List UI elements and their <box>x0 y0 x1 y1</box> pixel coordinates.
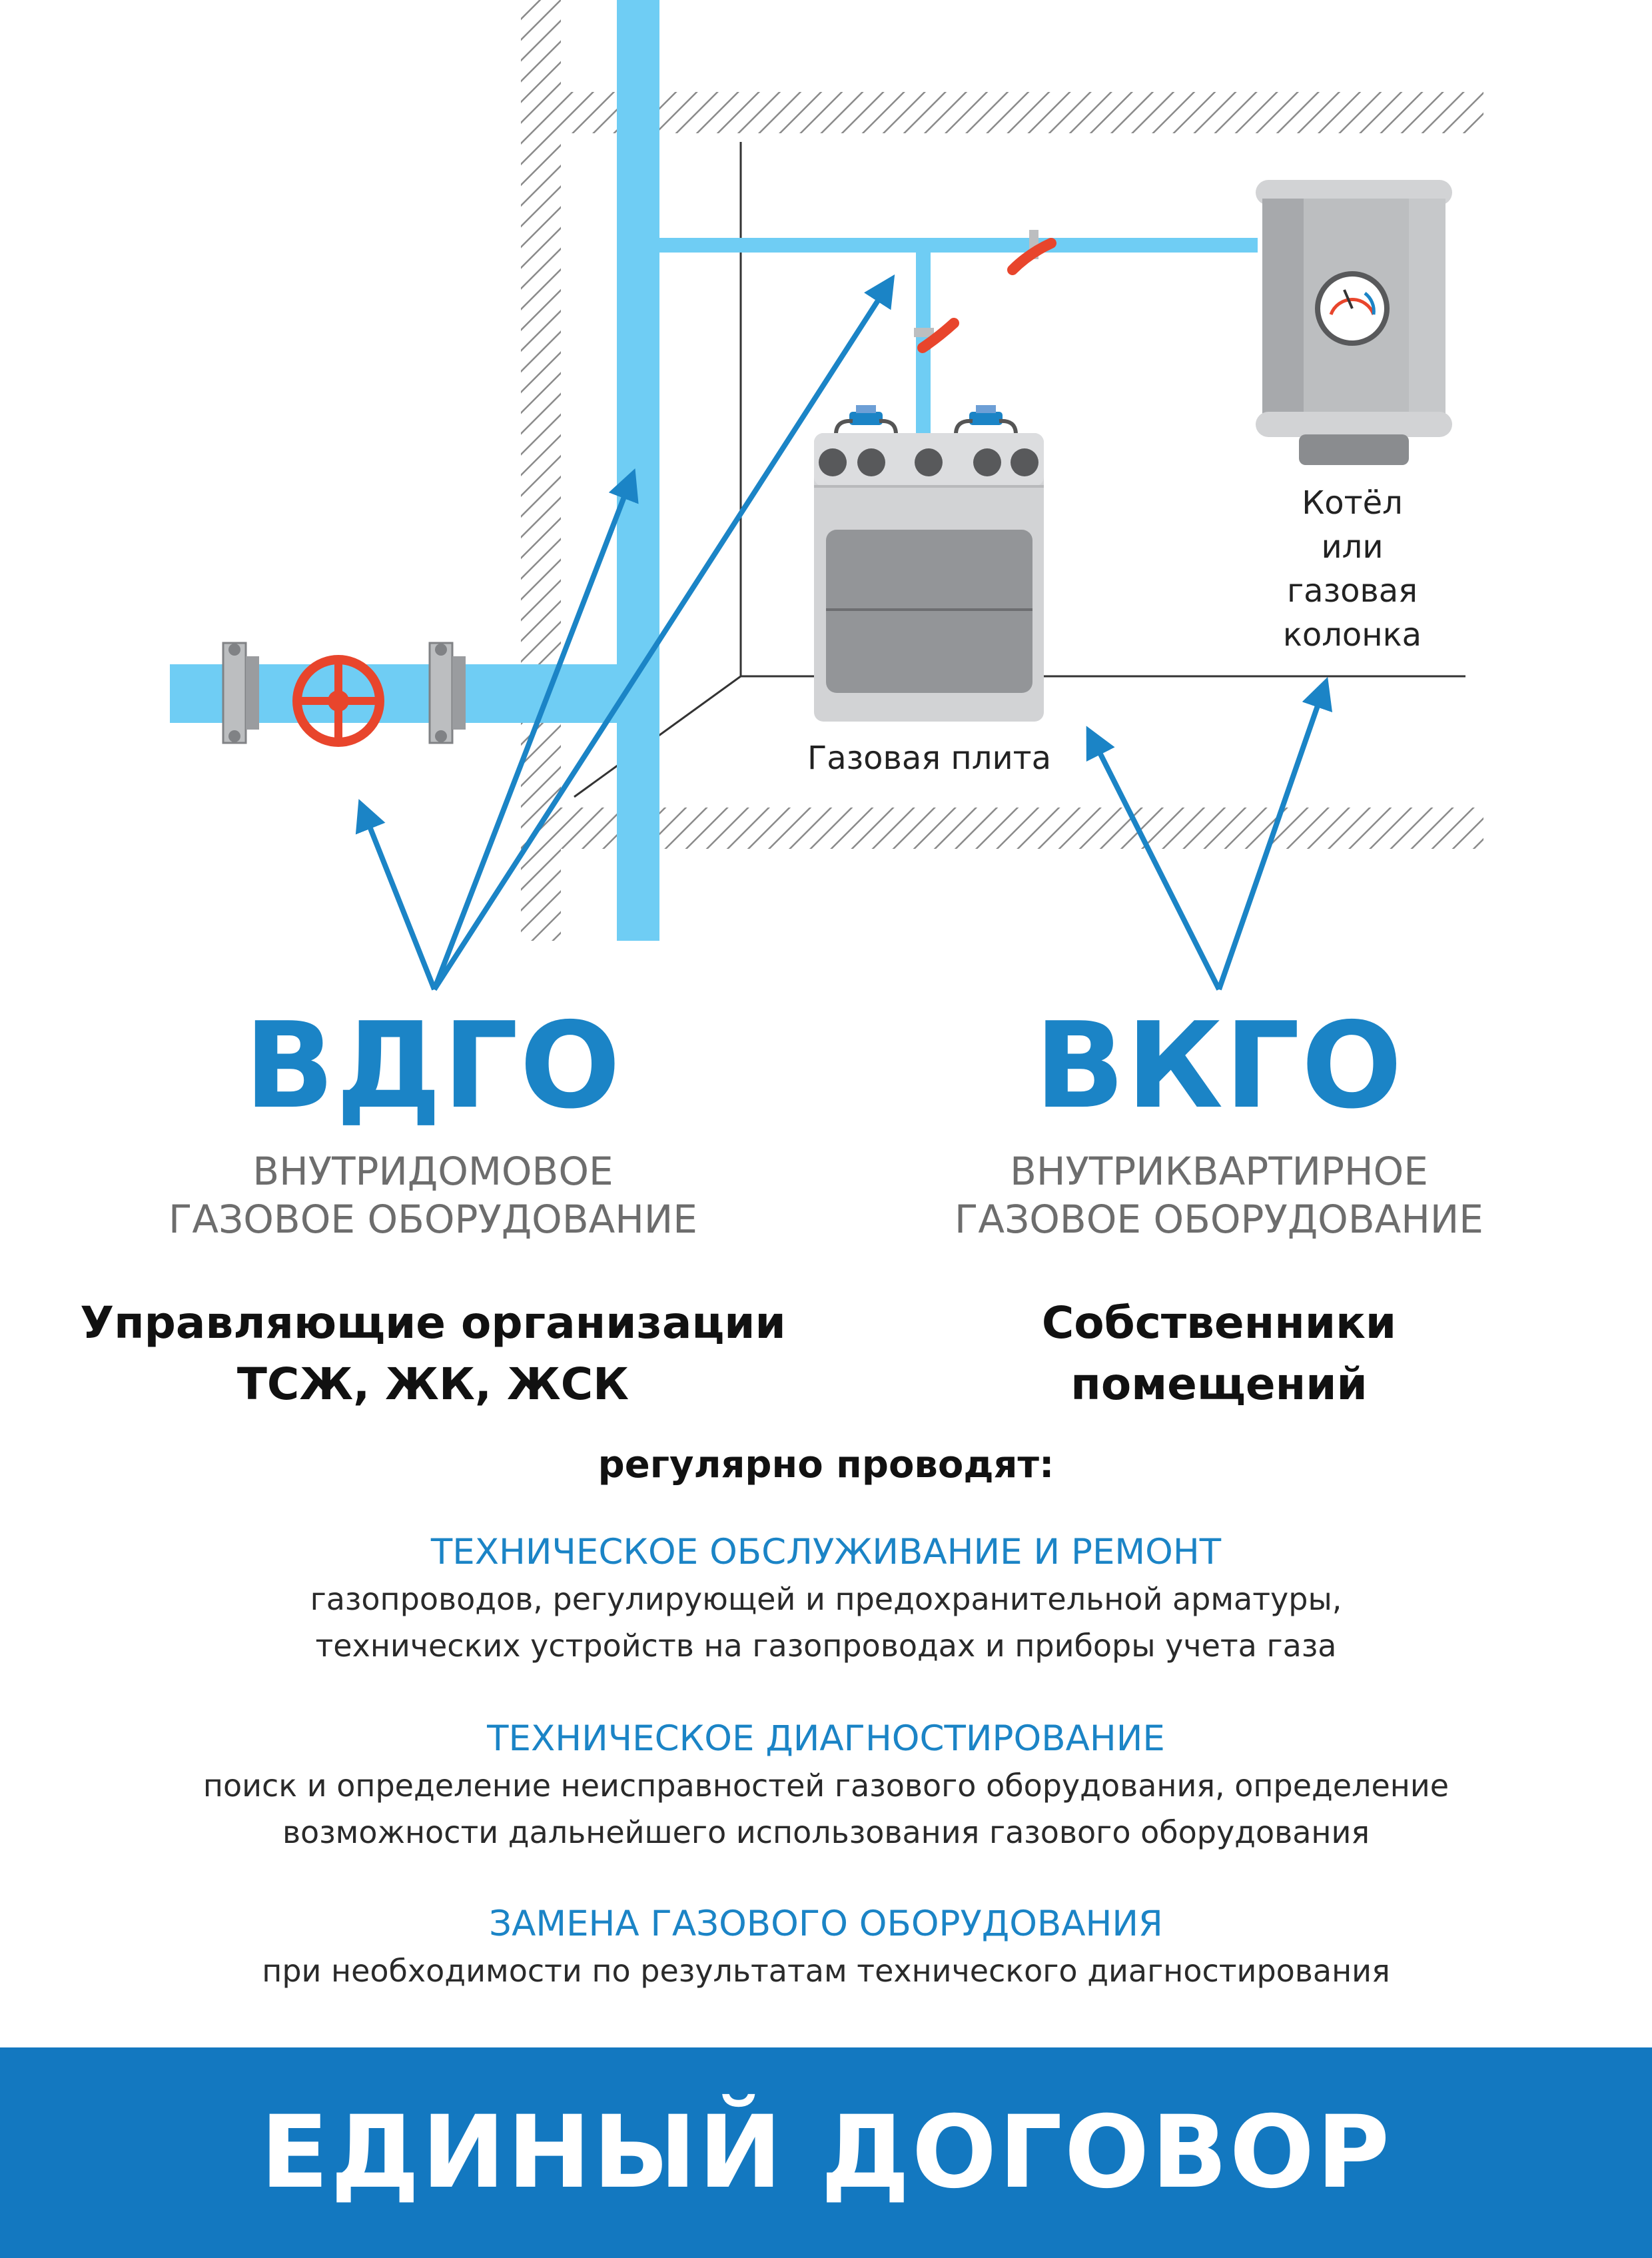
service-block <box>0 1529 1652 1669</box>
service-block <box>0 1901 1652 1994</box>
vdgo-responsible-line: Управляющие организации <box>80 1297 786 1349</box>
valve-handwheel <box>297 660 380 742</box>
service-description: при необходимости по результатам технического диагностирования <box>262 1953 1390 1989</box>
service-title: ЗАМЕНА ГАЗОВОГО ОБОРУДОВАНИЯ <box>489 1904 1163 1944</box>
right-flange <box>430 643 466 743</box>
services-intro: регулярно проводят: <box>598 1443 1054 1486</box>
vkgo-responsible <box>886 1293 1552 1415</box>
boiler-label <box>1249 481 1455 657</box>
service-description: газопроводов, регулирующей и предохранительной арматуры, <box>310 1581 1342 1617</box>
service-description: поиск и определение неисправностей газового оборудования, определение <box>203 1768 1449 1804</box>
service-block <box>0 1716 1652 1856</box>
vdgo-responsible-line: ТСЖ, ЖК, ЖСК <box>236 1359 629 1410</box>
vkgo-full-name-line: ГАЗОВОЕ ОБОРУДОВАНИЕ <box>955 1197 1483 1242</box>
vkgo-title: ВКГО <box>1034 997 1404 1135</box>
vdgo-responsible <box>67 1293 799 1415</box>
left-flange <box>223 643 259 743</box>
vkgo-responsible-line: Собственники <box>1041 1297 1397 1349</box>
gas-boiler <box>1256 180 1452 465</box>
stove-label: Газовая плита <box>807 740 1052 777</box>
boiler-label-line: Котёл <box>1302 484 1403 522</box>
vdgo-full-name-line: ВНУТРИДОМОВОЕ <box>252 1149 614 1194</box>
boiler-label-line: газовая <box>1286 572 1418 610</box>
boiler-base <box>1299 434 1409 465</box>
vdgo-full-name-line: ГАЗОВОЕ ОБОРУДОВАНИЕ <box>169 1197 697 1242</box>
upper-floor-slab <box>561 92 1483 133</box>
apartment-branch-pipe <box>659 238 1258 253</box>
service-description: технических устройств на газопроводах и приборы учета газа <box>315 1628 1337 1664</box>
riser-pipe <box>617 0 659 941</box>
vdgo-title: ВДГО <box>244 997 622 1135</box>
vkgo-responsible-line: помещений <box>1070 1359 1368 1410</box>
service-description: возможности дальнейшего использования газового оборудования <box>282 1814 1370 1850</box>
gauge-icon <box>1318 274 1387 343</box>
gas-stove <box>814 405 1044 722</box>
service-title: ТЕХНИЧЕСКОЕ ДИАГНОСТИРОВАНИЕ <box>487 1718 1165 1759</box>
boiler-label-line: или <box>1321 528 1384 566</box>
arrow-to-stove <box>1089 732 1219 989</box>
lower-floor-slab <box>561 808 1483 849</box>
boiler-bottom-cap <box>1256 412 1452 437</box>
gas-pipes <box>170 0 1258 941</box>
arrow-to-main-valve <box>361 805 434 989</box>
vkgo-full-name <box>886 1147 1552 1243</box>
vdgo-full-name <box>100 1147 766 1243</box>
footer-title: ЕДИНЫЙ ДОГОВОР <box>260 2095 1392 2211</box>
service-title: ТЕХНИЧЕСКОЕ ОБСЛУЖИВАНИЕ И РЕМОНТ <box>430 1532 1222 1572</box>
vkgo-full-name-line: ВНУТРИКВАРТИРНОЕ <box>1010 1149 1428 1194</box>
boiler-label-line: колонка <box>1282 616 1422 654</box>
footer-banner <box>0 2047 1652 2258</box>
stove-oven-door <box>826 530 1032 693</box>
